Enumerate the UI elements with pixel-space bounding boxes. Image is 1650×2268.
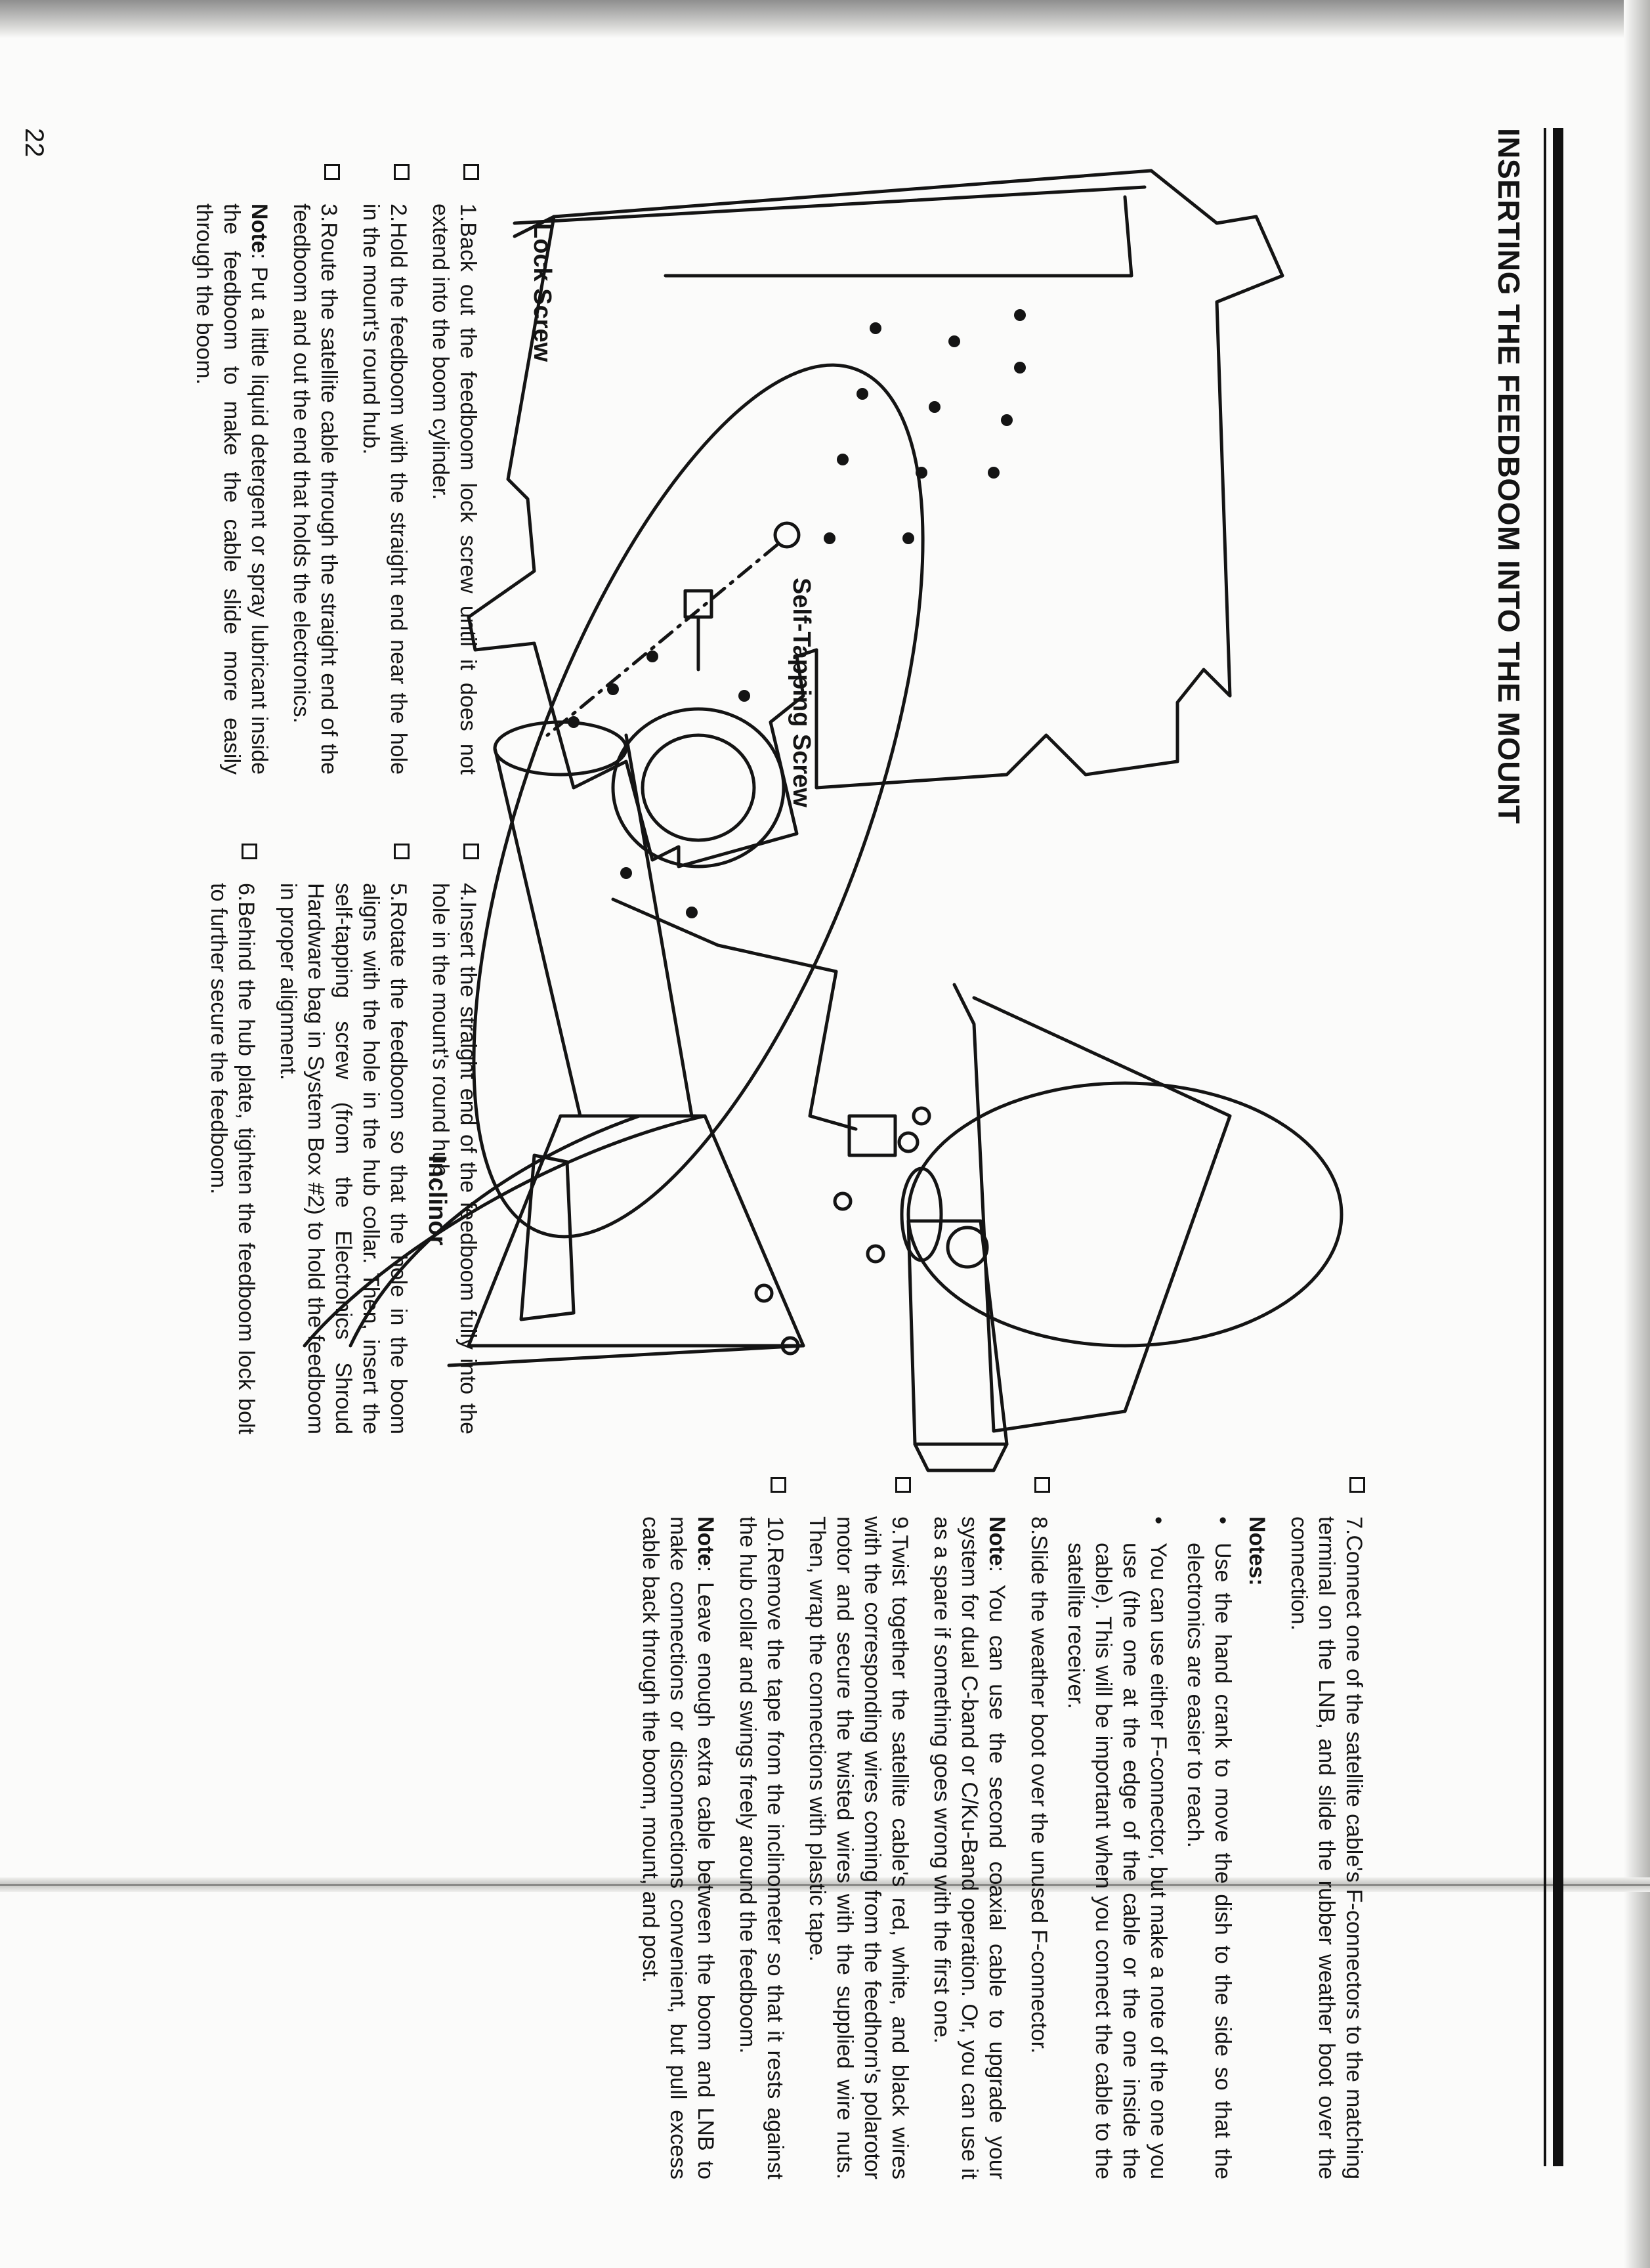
step-8-note: Note: You can use the second coaxial cable to upgrade your system for dual C-band or C/Ku-Band operation. Or, you can use it as a spare if something goes wrong with the first one.	[929, 1516, 1009, 2179]
step-9: 9.Twist together the satellite cable's red, white, and black wires with the corresponding wires coming from the feedhorn's polarotor motor and secure the twisted wires with the supplied wire nuts. Then, wrap the connections with plastic tape.	[803, 1477, 914, 2179]
step-10-checkbox[interactable]	[771, 1477, 786, 1493]
step-3-checkbox[interactable]	[324, 164, 340, 180]
step-8-checkbox[interactable]	[1034, 1477, 1050, 1493]
step-7-checkbox[interactable]	[1349, 1477, 1365, 1493]
step-2-checkbox[interactable]	[394, 164, 410, 180]
step-7-note-bullet-2: • You can use either F-connector, but make a note of the one you use (the one at the edge of the cable or the one inside the cable). This will be important when you connect the cable to the satellite receiver.	[1063, 1516, 1171, 2179]
step-9-checkbox[interactable]	[895, 1477, 911, 1493]
step-1-checkbox[interactable]	[463, 164, 479, 180]
hand-crank	[613, 899, 856, 1129]
step-5-checkbox[interactable]	[394, 844, 410, 859]
self-tapping-screw-icon	[775, 523, 799, 547]
mount-plate-drawing	[469, 171, 1282, 867]
hub-collar	[613, 709, 784, 867]
page-number: 22	[20, 128, 49, 158]
step-3: 3.Route the satellite cable through the straight end of the feedboom and out the end that holds the electronics.	[287, 164, 343, 775]
step-2: 2.Hold the feedboom with the straight end near the hole in the mount's round hub.	[357, 164, 412, 775]
step-6-checkbox[interactable]	[242, 844, 257, 859]
step-4-checkbox[interactable]	[463, 844, 479, 859]
step-1: 1.Back out the feedboom lock screw until it does not extend into the boom cylinder.	[427, 164, 482, 775]
step-7-notes-heading: Notes:	[1244, 1516, 1269, 1586]
inclinometer-housing	[469, 1116, 803, 1346]
step-7: 7.Connect one of the satellite cable's F-connectors to the matching terminal on the LNB, and slide the rubber weather boot over the connection.	[1285, 1477, 1368, 2179]
boom-bottom-edge	[495, 748, 580, 1116]
page-title: INSERTING THE FEEDBOOM INTO THE MOUNT	[1492, 128, 1526, 824]
hub-collar-inner	[643, 735, 754, 840]
callout-lock-screw: Lock Screw	[528, 223, 556, 362]
step-8: 8.Slide the weather boot over the unused F-connector.	[1025, 1477, 1053, 2179]
step-7-note-bullet-1: • Use the hand crank to move the dish to the side so that the electronics are easier to reach.	[1183, 1516, 1235, 2179]
step-3-note: Note: Put a little liquid detergent or spray lubricant inside the feedboom to make the cable slide more easily through the boom.	[192, 203, 272, 775]
step-10: 10.Remove the tape from the inclinometer so that it rests against the hub collar and swings freely around the feedboom.	[734, 1477, 789, 2179]
column-2	[190, 844, 482, 1434]
step-6: 6.Behind the hub plate, tighten the feedboom lock bolt to further secure the feedboom.	[205, 844, 260, 1434]
step-5: 5.Rotate the feedboom so that the hole in the boom aligns with the hole in the hub collar. Then, insert the self-tapping screw (from the Electronics Shroud Hardware bag in System Box #2) to hold the feedboom in proper alignment.	[274, 844, 412, 1434]
step-10-note: Note: Leave enough extra cable between the boom and LNB to make connections or disconnections convenient, but pull excess cable back through the boom, mount, and post.	[638, 1516, 718, 2179]
callout-self-tapping-screw: Self-Tapping Screw	[788, 578, 815, 807]
step-4: 4.Insert the straight end of the feedboom fully into the hole in the mount's round hub.	[427, 844, 482, 1434]
column-3	[622, 1477, 1368, 2179]
bullet-icon: •	[1210, 1516, 1235, 1524]
boom-top-edge	[626, 735, 692, 1116]
column-1	[176, 164, 482, 775]
polar-gear-plate	[908, 1083, 1342, 1346]
callout-inclinometer: Inclinor	[423, 1155, 451, 1246]
bullet-icon: •	[1146, 1516, 1171, 1524]
